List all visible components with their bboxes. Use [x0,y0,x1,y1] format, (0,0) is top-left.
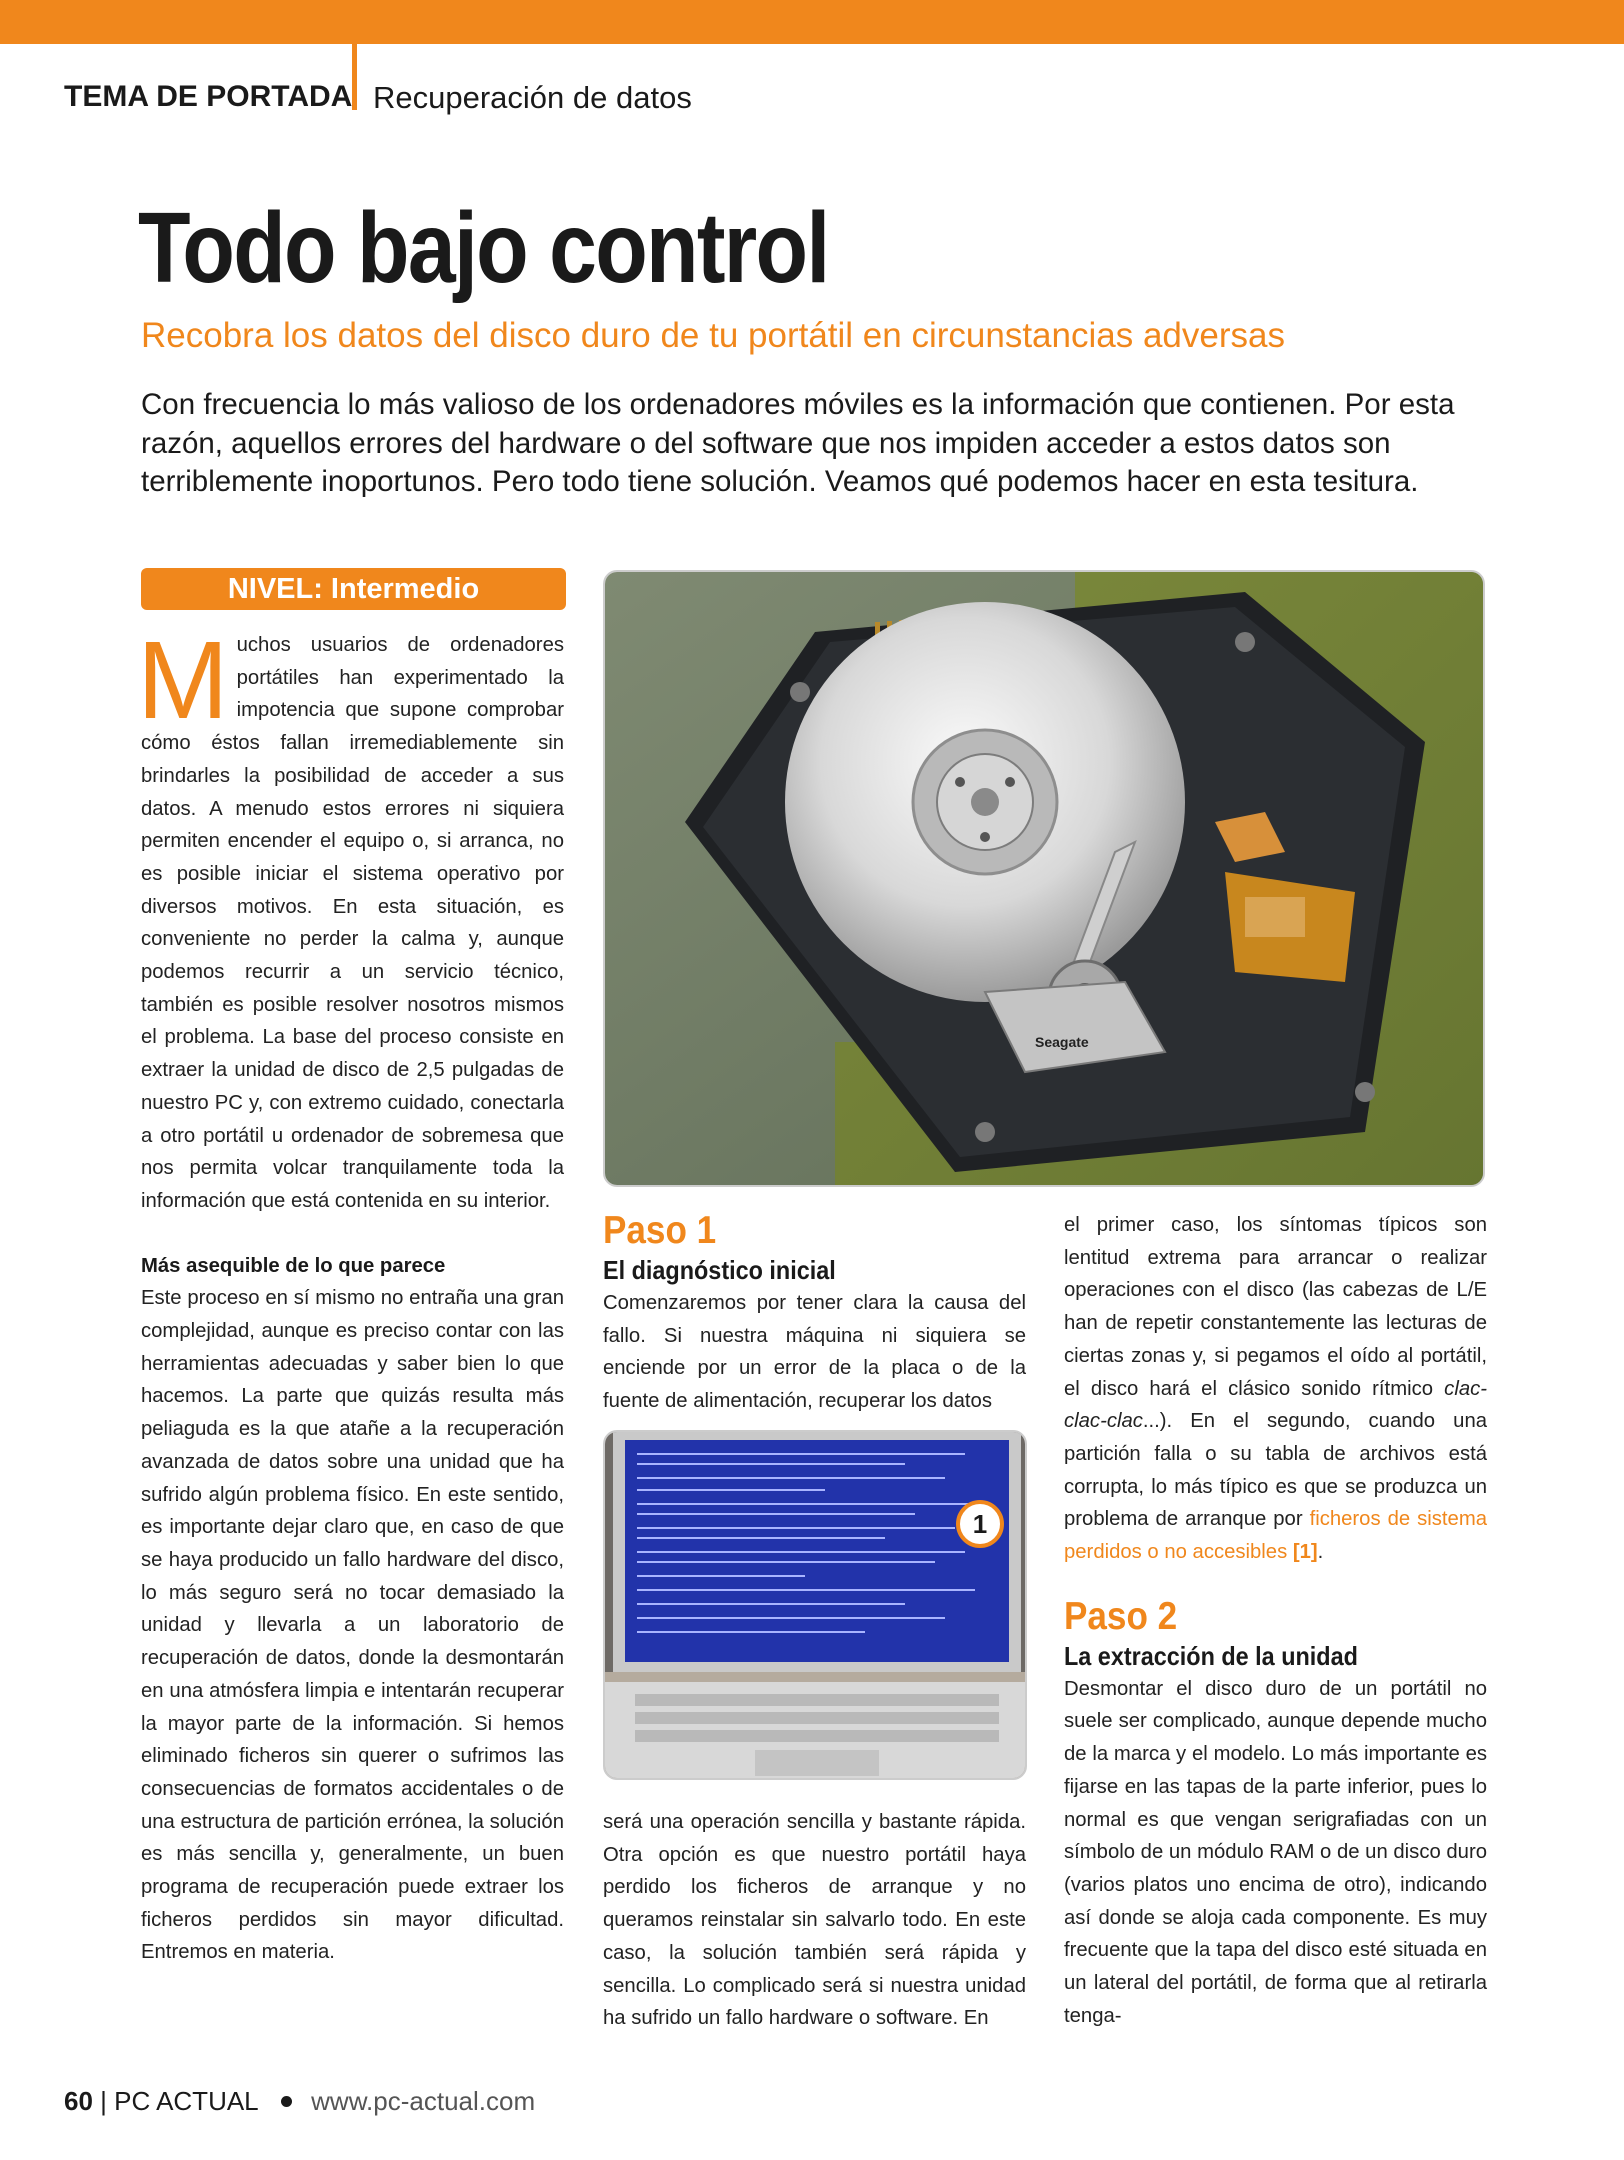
footer-separator: | [100,2086,107,2116]
hard-drive-illustration [605,572,1485,1187]
page-footer [64,2086,535,2117]
magazine-name: PC ACTUAL [114,2086,258,2116]
section-label: TEMA DE PORTADA [64,80,353,113]
hdd-brand-label: Seagate [1035,1034,1089,1050]
step-1-body-c [1064,1209,1487,1569]
lead-paragraph [137,619,564,1218]
step-1-body-a: Comenzaremos por tener clara la causa del fallo. Si nuestra máquina ni siquiera se enciende por un error de la placa o de la fuente de alimentación, recuperar los datos [603,1292,1026,1413]
column-2 [603,1209,1026,1418]
magazine-url: www.pc-actual.com [311,2086,536,2116]
step-2-body: Desmontar el disco duro de un portátil no suele ser complicado, aunque depende mucho de la marca y el modelo. Lo más importante es fijarse en las tapas de la parte inferior, pues lo normal es que vengan serigrafiadas con un símbolo de un módulo RAM o de un disco duro (varios platos uno encima de otro), indicando así donde se aloja cada componente. Es muy frecuente que la tapa del disco esté situada en un lateral del portátil, de forma que al retirarla tenga- [1064,1677,1487,2027]
level-badge: NIVEL: Intermedio [141,568,566,610]
step-1-body-c-part1: el primer caso, los síntomas típicos son lentitud extrema para arrancar o realizar operaciones con el disco (las cabezas de L/E han de repetir constantemente las lecturas de ciertas zonas y, si pegamos el oído al portátil, el disco hará el clásico sonido rítmico [1064,1214,1487,1400]
section-topic: Recuperación de datos [373,80,692,115]
figure-reference: [1] [1292,1541,1318,1564]
article-subtitle: Recobra los datos del disco duro de tu portátil en circunstancias adversas [141,316,1285,355]
page-number: 60 [64,2086,93,2116]
step-1-body-c-italic: clac-clac-clac [1064,1377,1487,1433]
step-1-body-c-part2: ...). En el segundo, cuando una partición falla o su tabla de archivos está corrupta, lo más típico es que se produzca un problema de arranque por [1064,1410,1487,1531]
highlight-link: ficheros de sistema perdidos o no accesibles [1064,1508,1488,1564]
column-2-continued [603,1806,1026,2035]
step-1-title: El diagnóstico inicial [603,1255,836,1285]
article-title: Todo bajo control [138,192,829,304]
top-accent-bar [0,0,1624,44]
step-2-title: La extracción de la unidad [1064,1640,1358,1671]
hard-drive-photo [603,570,1485,1187]
article-intro: Con frecuencia lo más valioso de los ordenadores móviles es la información que contienen. Por esta razón, aquellos errores del hardware o del software que nos impiden acceder a estos datos son terriblemente inoportunos. Pero todo tiene solución. Veamos qué podemos hacer en esta tesitura. [141,388,1455,498]
section-body: Este proceso en sí mismo no entraña una gran complejidad, aunque es preciso contar con las herramientas adecuadas y saber bien lo que hacemos. La parte que quizás resulta más peliaguda es la que atañe a la recuperación avanzada de datos sobre una unidad que ha sufrido algún problema físico. En este sentido, es importante dejar claro que, en caso de que se haya producido un fallo hardware del disco, lo más seguro será no tocar demasiado la unidad y llevarla a un laboratorio de recuperación de datos, donde la desmontarán en una atmósfera limpia e intentarán recuperar la mayor parte de la información. Si hemos eliminado ficheros sin querer o sufrimos las consecuencias de formatos accidentales o de una estructura de partición errónea, la solución es más sencilla y, generalmente, un buen programa de recuperación puede extraer los ficheros perdidos sin mayor dificultad. Entremos en materia. [141,1287,564,1964]
step-2-label: Paso 2 [1064,1594,1178,1638]
section-heading: Más asequible de lo que parece [141,1254,446,1277]
step-1-label: Paso 1 [603,1209,717,1252]
section-divider [352,44,357,110]
step-1-body-c-end: . [1317,1541,1324,1564]
laptop-bsod-photo [603,1430,1027,1780]
footer-dot [281,2096,292,2107]
lead-text: uchos usuarios de ordenadores portátiles han experimentado la impotencia que supone comprobar cómo éstos fallan irremediablemente sin brindarles la posibilidad de acceder a sus datos. A menudo estos errores ni siquiera permiten encender el equipo o, si arranca, no es posible iniciar el sistema operativo por diversos motivos. En esta situación, es conveniente no perder la calma y, aunque podemos recurrir a un servicio técnico, también es posible resolver nosotros mismos el problema. La base del proceso consiste en extraer la unidad de disco de 2,5 pulgadas de nuestro PC y, con extremo cuidado, conectarla a otro portátil u ordenador de sobremesa que nos permita volcar tranquilamente toda la información que está contenida en su interior. [141,634,564,1212]
drop-cap: M [137,619,229,742]
laptop-illustration [605,1432,1027,1780]
step-1-body-b: será una operación sencilla y bastante rápida. Otra opción es que nuestro portátil haya perdido los ficheros de arranque y no queramos reinstalar sin salvarlo todo. En este caso, la solución también será rápida y sencilla. Lo complicado será si nuestra unidad ha sufrido un fallo hardware o software. En [603,1811,1026,2030]
column-3 [1064,1209,1487,2032]
column-1 [137,619,564,1969]
figure-number-badge: 1 [956,1500,1004,1548]
